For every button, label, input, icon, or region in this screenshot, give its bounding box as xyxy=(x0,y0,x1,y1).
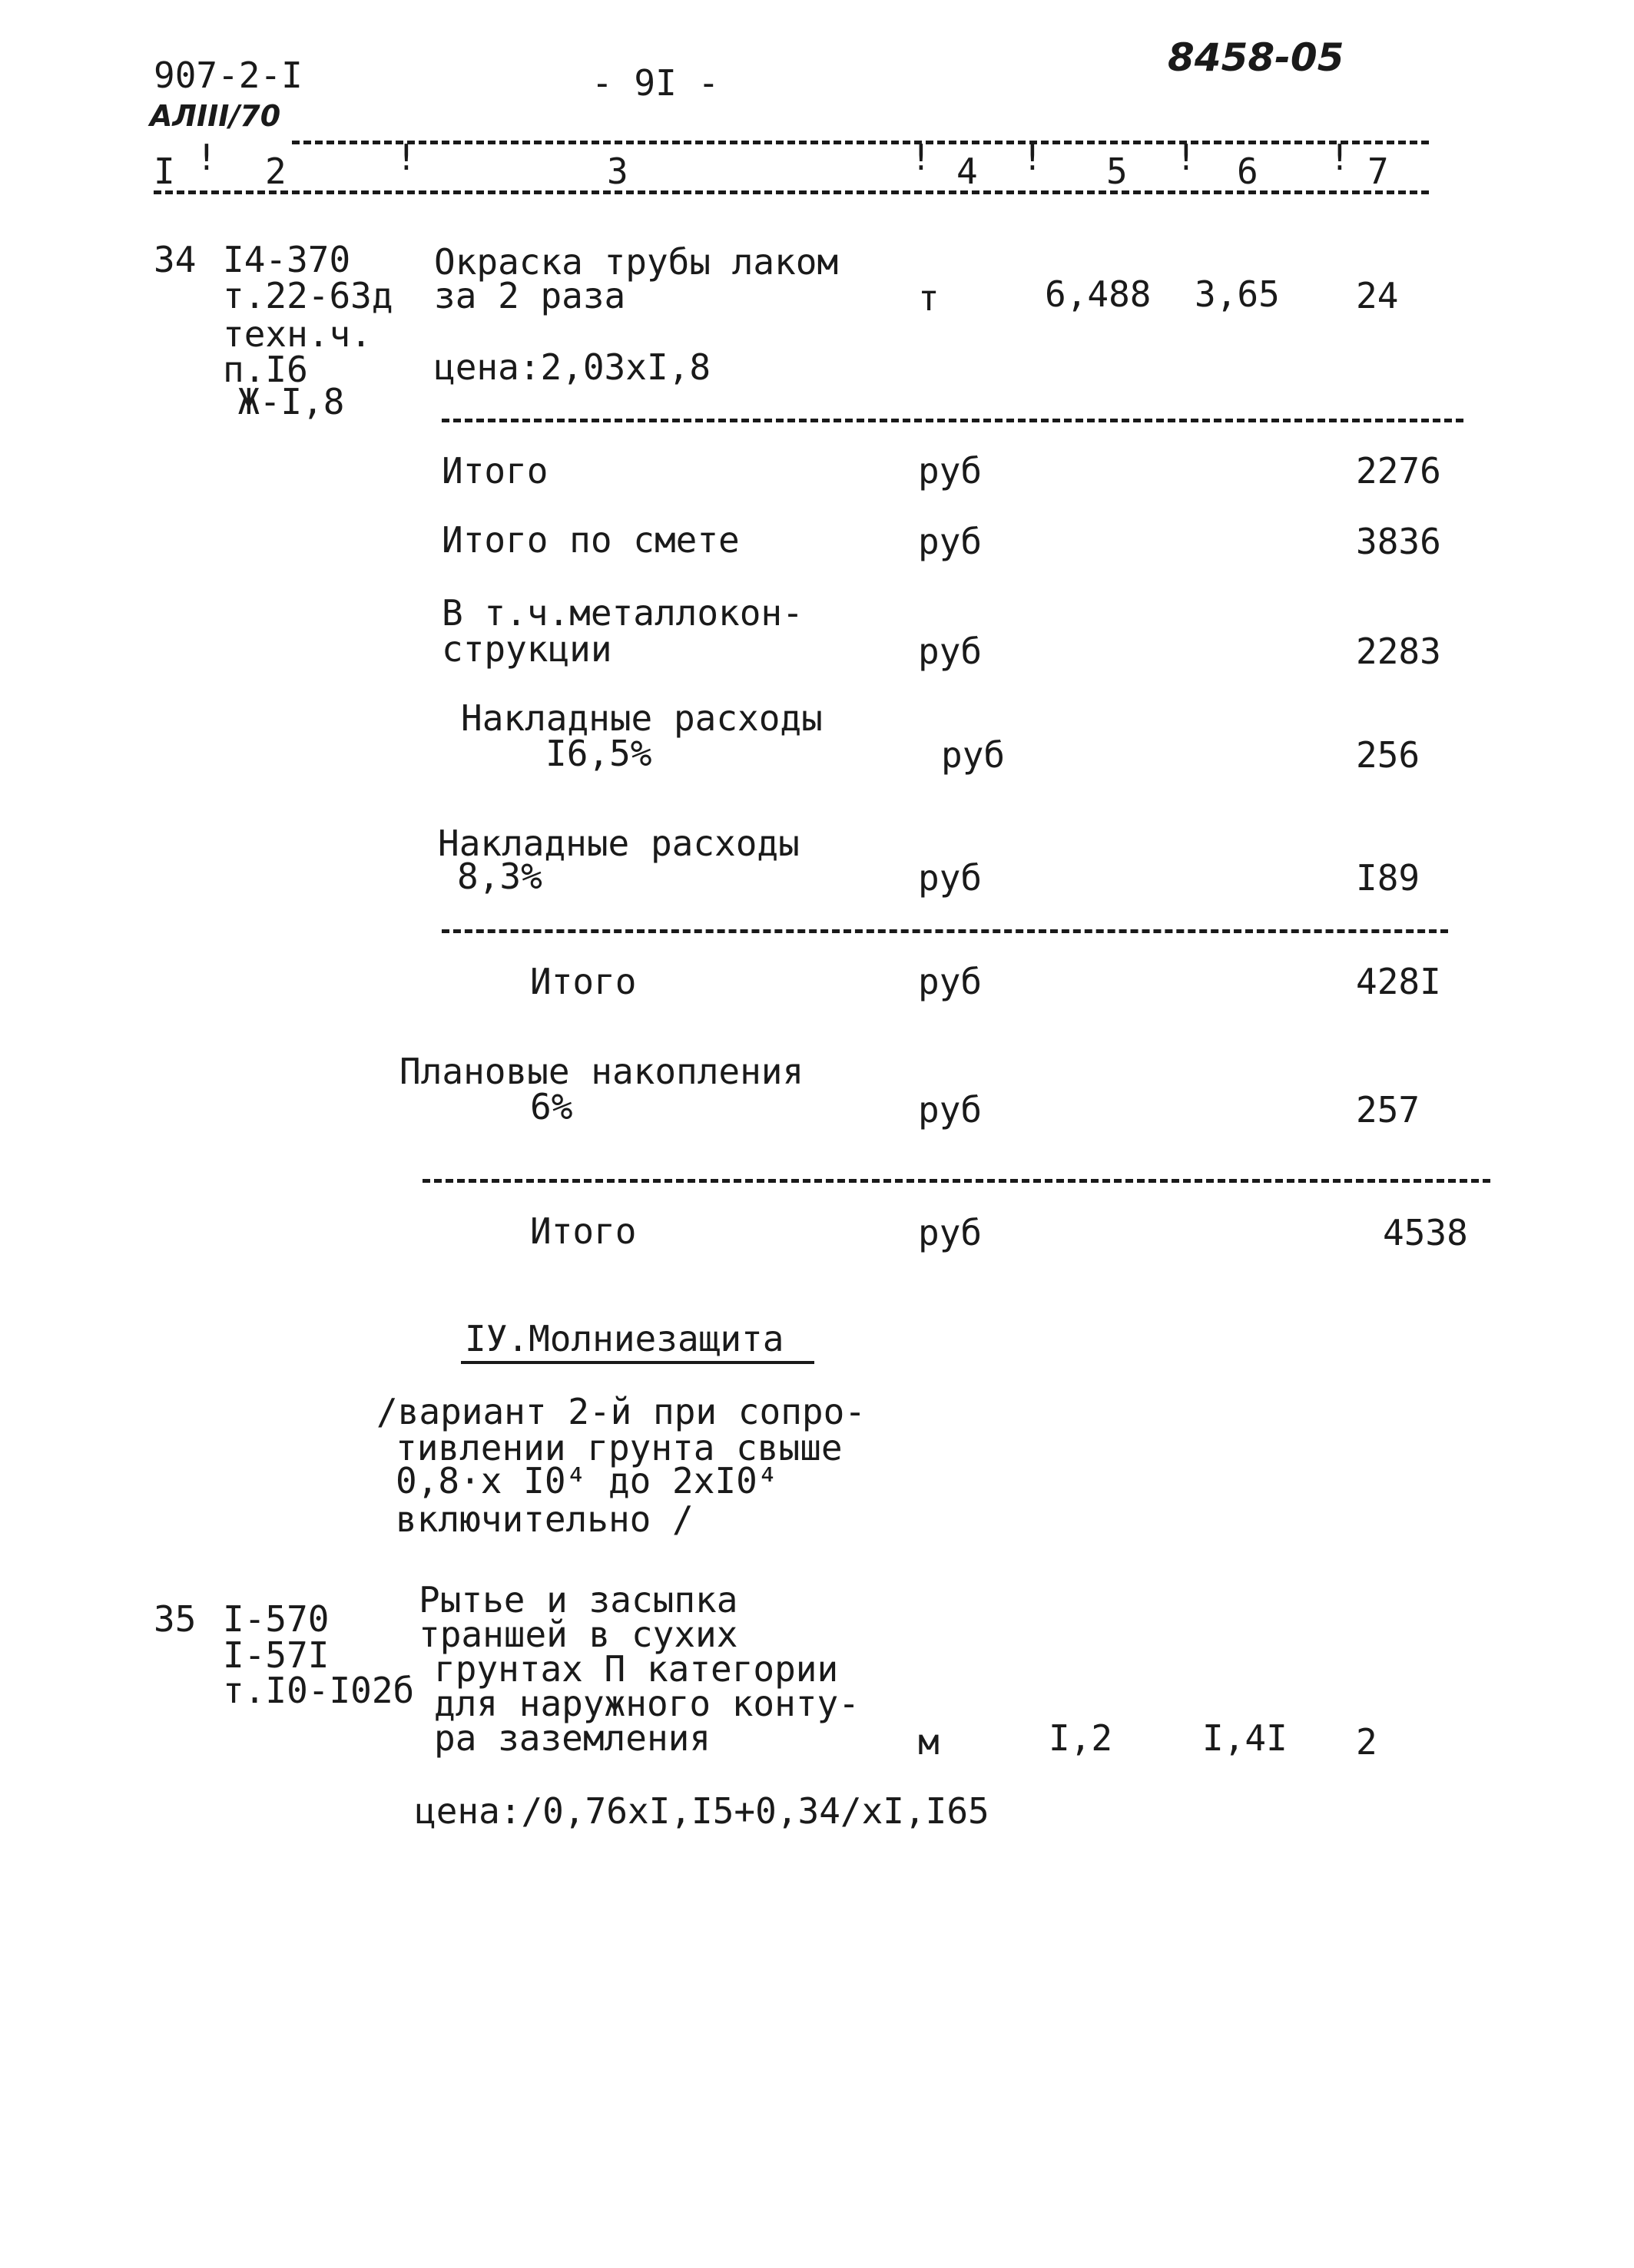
note-line: тивлении грунта свыше xyxy=(396,1427,843,1468)
summary-unit: руб xyxy=(918,631,983,672)
column-header-top-rule xyxy=(292,141,1429,144)
item-description: для наружного конту- xyxy=(434,1683,860,1724)
summary-unit: руб xyxy=(918,521,983,562)
section-title: IУ.Молниезащита xyxy=(465,1318,784,1359)
item-description: Рытье и засыпка xyxy=(419,1579,738,1621)
item-description: за 2 раза xyxy=(434,275,626,316)
item-code-line: I-570 xyxy=(223,1598,330,1640)
item-price-formula: цена:/0,76xI,I5+0,34/xI,I65 xyxy=(415,1790,989,1832)
doc-code: 907-2-I xyxy=(154,55,303,96)
column-header-7: 7 xyxy=(1367,151,1389,192)
summary-unit: руб xyxy=(918,857,983,899)
page-number: - 9I - xyxy=(592,62,720,104)
summary-value: 2276 xyxy=(1356,450,1441,492)
item-code-line: техн.ч. xyxy=(223,313,372,355)
section-title-underline xyxy=(461,1361,814,1364)
dashed-rule xyxy=(442,929,1448,933)
summary-unit: руб xyxy=(918,1212,983,1253)
item-code-line: т.22-63д xyxy=(223,275,393,316)
item-code-line: п.I6 xyxy=(223,349,308,390)
item-unit: м xyxy=(918,1721,940,1763)
column-separator: ! xyxy=(196,137,217,178)
summary-value: I89 xyxy=(1356,857,1420,899)
summary-value: 256 xyxy=(1356,734,1420,776)
summary-unit: руб xyxy=(941,734,1006,776)
column-separator: ! xyxy=(396,137,417,178)
summary-label: В т.ч.металлокон- xyxy=(442,592,804,634)
summary-label: 6% xyxy=(530,1086,573,1127)
note-line: /вариант 2-й при сопро- xyxy=(376,1391,866,1432)
item-number: 34 xyxy=(154,239,197,280)
summary-label: Накладные расходы xyxy=(438,823,800,864)
summary-value: 257 xyxy=(1356,1089,1420,1131)
summary-label: Итого по смете xyxy=(442,519,740,561)
item-description: грунтах П категории xyxy=(434,1648,839,1690)
column-header-6: 6 xyxy=(1237,151,1258,192)
item-code-line: т.I0-I02б xyxy=(223,1670,415,1711)
item-price: 3,65 xyxy=(1195,273,1280,315)
note-line: 0,8·x I0⁴ до 2xI0⁴ xyxy=(396,1460,779,1502)
summary-label: струкции xyxy=(442,628,612,670)
item-quantity: 6,488 xyxy=(1045,273,1152,315)
column-header-bottom-rule xyxy=(154,190,1429,194)
item-total: 24 xyxy=(1356,275,1399,316)
dashed-rule xyxy=(423,1179,1490,1183)
summary-label: 8,3% xyxy=(457,856,542,897)
summary-label: Накладные расходы xyxy=(461,697,823,739)
column-separator: ! xyxy=(910,137,932,178)
summary-label: Итого xyxy=(530,1210,637,1252)
item-code-line: I4-370 xyxy=(223,239,351,280)
item-price: I,4I xyxy=(1202,1717,1288,1759)
item-price-formula: цена:2,03xI,8 xyxy=(434,346,711,388)
summary-unit: руб xyxy=(918,1089,983,1131)
item-number: 35 xyxy=(154,1598,197,1640)
note-line: включительно / xyxy=(396,1498,694,1540)
handwritten-number: 8458-05 xyxy=(1168,35,1344,80)
column-separator: ! xyxy=(1329,137,1351,178)
item-description: Окраска трубы лаком xyxy=(434,241,839,283)
item-description: ра заземления xyxy=(434,1717,711,1759)
summary-label: I6,5% xyxy=(545,733,652,774)
item-unit: т xyxy=(918,277,940,319)
item-code-line: Ж-I,8 xyxy=(238,381,345,422)
item-code-line: I-57I xyxy=(223,1634,330,1676)
summary-label: Итого xyxy=(530,961,637,1002)
summary-unit: руб xyxy=(918,961,983,1002)
column-header-2: 2 xyxy=(265,151,287,192)
column-header-5: 5 xyxy=(1106,151,1128,192)
summary-value: 2283 xyxy=(1356,631,1441,672)
item-description: траншей в сухих xyxy=(419,1614,738,1655)
item-quantity: I,2 xyxy=(1049,1717,1113,1759)
column-separator: ! xyxy=(1022,137,1043,178)
dashed-rule xyxy=(442,419,1463,422)
column-header-3: 3 xyxy=(607,151,628,192)
column-separator: ! xyxy=(1175,137,1197,178)
summary-value: 3836 xyxy=(1356,521,1441,562)
summary-unit: руб xyxy=(918,450,983,492)
summary-label: Плановые накопления xyxy=(399,1051,804,1092)
column-header-1: I xyxy=(154,151,175,192)
summary-label: Итого xyxy=(442,450,549,492)
summary-value: 4538 xyxy=(1383,1212,1468,1253)
column-header-4: 4 xyxy=(956,151,978,192)
item-total: 2 xyxy=(1356,1721,1377,1763)
sub-code: АЛIII/70 xyxy=(150,99,281,133)
summary-value: 428I xyxy=(1356,961,1441,1002)
